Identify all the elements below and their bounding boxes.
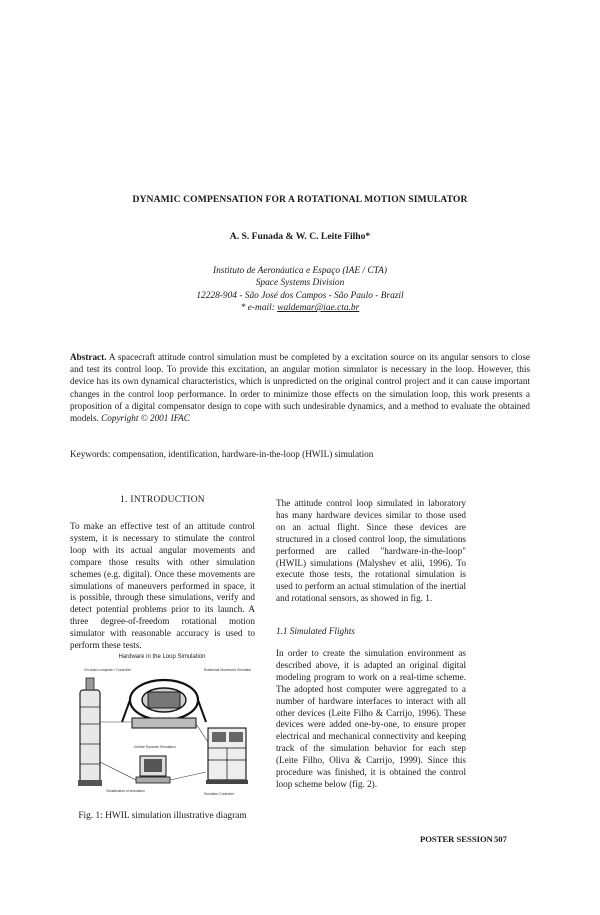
introduction-paragraph: To make an effective test of an attitude control system, it is necessary to stimulate the control loop with its actual angular movements and compare those results with other simulation schemes (e.g. digital). Once these movements are simulations of maneuvers performed in space, it is possible, through these simulations, verify and detect potential problems prior to its launch. A three degree-of-freedom rotational motion simulator with reasonable accuracy is used to perform these tests. bbox=[70, 521, 255, 651]
label-onboard: On-board computer / Controller bbox=[84, 668, 131, 672]
label-console: Simulator Controller bbox=[204, 792, 234, 796]
subsection-heading-simulated-flights: 1.1 Simulated Flights bbox=[276, 626, 355, 636]
paper-title: DYNAMIC COMPENSATION FOR A ROTATIONAL MOTION SIMULATOR bbox=[132, 194, 468, 205]
affiliation-institute: Instituto de Aeronáutica e Espaço (IAE / CTA) bbox=[212, 266, 387, 276]
label-simulator: Rotational Movement Simulator bbox=[204, 668, 252, 672]
label-dynamics: Vehicle Dynamic Simulation bbox=[134, 745, 176, 749]
motion-simulator bbox=[122, 680, 206, 728]
keywords: Keywords: compensation, identification, hardware-in-the-loop (HWIL) simulation bbox=[70, 449, 374, 459]
abstract-copyright: Copyright © 2001 IFAC bbox=[101, 413, 190, 424]
figure-caption: Fig. 1: HWIL simulation illustrative diagram bbox=[78, 811, 247, 821]
abstract-text: A spacecraft attitude control simulation must be completed by a excitation source on its angular sensors to close and test its control loop. To provide this excitation, an angular motion simulator is necessary in the loop. However, this device has its own dynamical characteristics, which is unpredicted on the original control project and it can cause important changes in the control loop performance. In order to minimize those effects on the simulation loop, this work presents a proposition of a digital compensator design to cope with such undesirable dynamics, and a method to evaluate the obtained models. bbox=[70, 352, 530, 424]
affiliation-division: Space Systems Division bbox=[255, 278, 345, 289]
dynamics-computer bbox=[136, 756, 170, 783]
right-column-paragraph-1: The attitude control loop simulated in laboratory has many hardware devices similar to those used on an actual flight. Since these devices are structured in a closed control loop, the simulations performed are called "hardware-in-the-loop" (HWIL) simulations (Malyshev et alii, 1996). To execute those tests, the rotational simulation is used to perform an actual stimulation of the inertial and rotational sensors, as showed in fig. 1. bbox=[276, 498, 466, 604]
onboard-computer-rack bbox=[78, 678, 102, 786]
affiliation-address: 12228-904 - São José dos Campos - São Paulo - Brazil bbox=[196, 290, 404, 301]
label-visualization: Visualization of simulation bbox=[106, 789, 145, 793]
abstract bbox=[70, 351, 530, 424]
section-heading-introduction: 1. INTRODUCTION bbox=[120, 495, 205, 505]
affiliation-email-line bbox=[0, 302, 600, 314]
page-number: 507 bbox=[494, 834, 507, 844]
simulator-controller-console bbox=[206, 728, 248, 784]
figure-title: Hardware in the Loop Simulation bbox=[118, 654, 206, 660]
footer-session-label: POSTER SESSION bbox=[420, 834, 493, 844]
affiliation bbox=[0, 265, 600, 315]
abstract-label: Abstract. bbox=[70, 352, 107, 362]
right-column-paragraph-2: In order to create the simulation environment as described above, it is adapted an original digital modeling program to work on a real-time scheme. The adopted host computer were aggregated to a number of hardware interfaces to interact with all other devices (Leite Filho & Carrijo, 1996). These devices were added one-by-one, to ensure proper electrical and mechanical connectivity and keeping track of the simulation behavior for each step (Leite Filho, Oliva & Carrijo, 1999). Since this procedure was finished, it is obtained the control loop scheme below (fig. 2). bbox=[276, 648, 466, 789]
figure-hwil-diagram bbox=[72, 652, 252, 800]
hwil-diagram-svg bbox=[72, 652, 252, 800]
email-link[interactable]: waldemar@iae.cta.br bbox=[277, 303, 360, 314]
authors: A. S. Funada & W. C. Leite Filho* bbox=[229, 231, 371, 242]
email-prefix: * e-mail: bbox=[240, 303, 275, 314]
